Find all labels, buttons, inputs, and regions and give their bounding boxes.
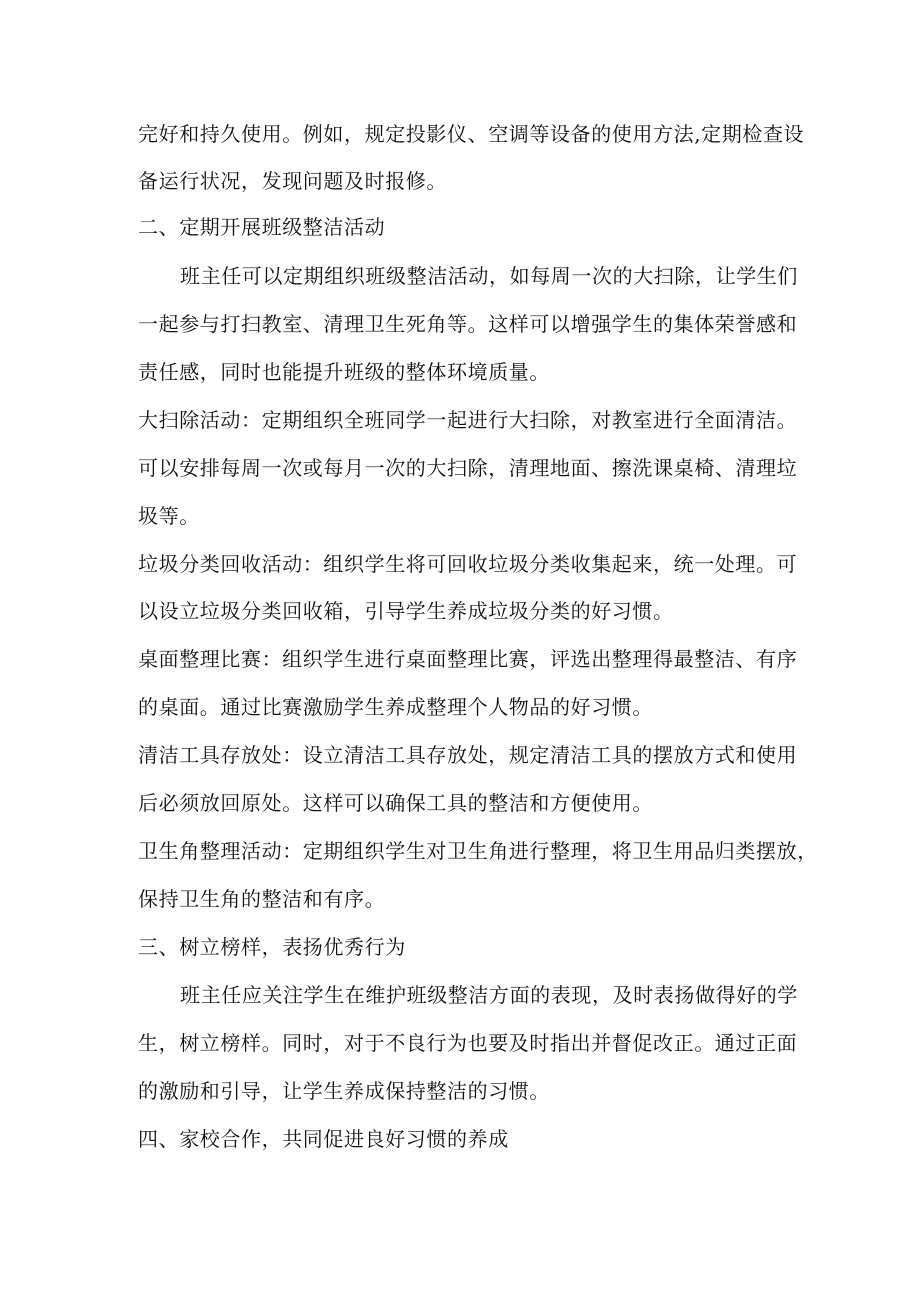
list-item-line: 卫生角整理活动：定期组织学生对卫生角进行整理，将卫生用品归类摆放， (138, 839, 818, 863)
list-item-line: 保持卫生角的整洁和有序。 (138, 887, 386, 911)
list-item-line: 可以安排每周一次或每月一次的大扫除，清理地面、擦洗课桌椅、清理垃 (138, 456, 798, 480)
paragraph-line: 班主任应关注学生在维护班级整洁方面的表现，及时表扬做得好的学 (180, 983, 798, 1007)
section-heading: 三、树立榜样，表扬优秀行为 (138, 935, 406, 959)
text-line: 完好和持久使用。例如，规定投影仪、空调等设备的使用方法,定期检查设 (138, 122, 805, 146)
list-item-line: 桌面整理比赛：组织学生进行桌面整理比赛，评选出整理得最整洁、有序 (138, 647, 798, 671)
list-item-line: 垃圾分类回收活动：组织学生将可回收垃圾分类收集起来，统一处理。可 (138, 552, 798, 576)
paragraph-line: 生，树立榜样。同时，对于不良行为也要及时指出并督促改正。通过正面 (138, 1031, 798, 1055)
paragraph-line: 一起参与打扫教室、清理卫生死角等。这样可以增强学生的集体荣誉感和 (138, 312, 798, 336)
list-item-line: 大扫除活动：定期组织全班同学一起进行大扫除，对教室进行全面清洁。 (138, 408, 798, 432)
list-item-line: 后必须放回原处。这样可以确保工具的整洁和方便使用。 (138, 791, 653, 815)
section-heading: 二、定期开展班级整洁活动 (138, 215, 386, 239)
paragraph-line: 责任感，同时也能提升班级的整体环境质量。 (138, 360, 550, 384)
list-item-line: 清洁工具存放处：设立清洁工具存放处，规定清洁工具的摆放方式和使用 (138, 743, 798, 767)
list-item-line: 圾等。 (138, 504, 200, 528)
paragraph-line: 班主任可以定期组织班级整洁活动，如每周一次的大扫除，让学生们 (180, 264, 798, 288)
section-heading: 四、家校合作，共同促进良好习惯的养成 (138, 1127, 509, 1151)
text-line: 备运行状况，发现问题及时报修。 (138, 169, 447, 193)
list-item-line: 以设立垃圾分类回收箱，引导学生养成垃圾分类的好习惯。 (138, 599, 674, 623)
paragraph-line: 的激励和引导，让学生养成保持整洁的习惯。 (138, 1079, 550, 1103)
list-item-line: 的桌面。通过比赛激励学生养成整理个人物品的好习惯。 (138, 695, 653, 719)
